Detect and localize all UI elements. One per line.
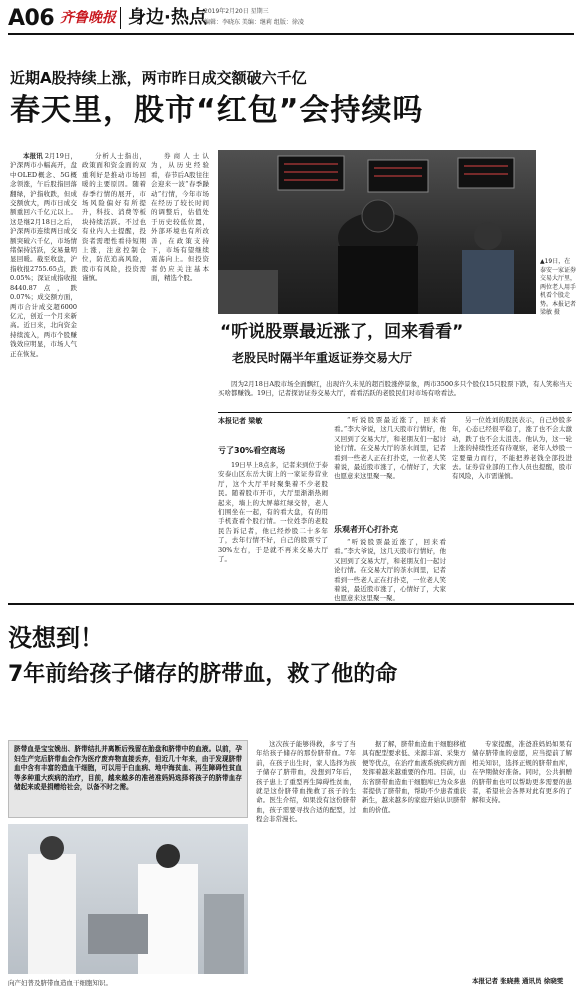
story1-column-3: 券商人士认为，从历史经验看，春节后A股往往会迎来一波“春季躁动”行情，今年市场在经历了较长时间的调整后，估值处于历史较低位置，外部环境也有所改善，在政策支持下，市场有望继续震荡向上。但投资者仍应关注基本面，精选个股。 bbox=[151, 152, 209, 283]
masthead-divider bbox=[120, 7, 121, 29]
hospital-illustration bbox=[8, 824, 248, 974]
story1-byline: 本报讯 bbox=[23, 152, 43, 160]
cord-blood-photo bbox=[8, 824, 248, 974]
photo1-caption: ▲19日，在泰安一家证券交易大厅里，两位老人用手机看个股走势。本报记者 梁敏 摄 bbox=[540, 258, 577, 316]
paper-logo: 齐鲁晚报 bbox=[60, 10, 116, 26]
story3-headline-line1: 没想到！ bbox=[8, 624, 104, 652]
story2-column-1: 本报记者 梁敏 亏了30%看空离场 19日早上8点多，记者来到位于泰安泰山区东岳大街上的一家证券营业厅，这个大厅平时聚集着不少老股民。随着股市开市，大厅里渐渐热闹起来，墙上的大屏幕红绿交替，老人们围坐在一起，有的看大盘，有的用手机查看个股行情。一位姓李的老股民告诉记者，他已经炒股二十多年了，去年行情不好，自己的股票亏了30%左右，于是就不再来交易大厅了。 bbox=[218, 417, 328, 564]
date-line: 2019年2月20日 星期三 bbox=[204, 8, 269, 15]
story3-column-3: 专家提醒，准爸准妈妈如果有储存脐带血的意愿，应当提前了解相关知识，选择正规的脐带血库，在孕期做好准备。同时，公共捐赠的脐带血也可以帮助更多需要的患者，希望社会各界对此有更多的了解和支持。 bbox=[472, 740, 572, 805]
stock-hall-photo bbox=[218, 150, 536, 314]
story3-column-2: 据了解，脐带血造血干细胞移植具有配型要求低、来源丰富、采集方便等优点，在治疗血液系统疾病方面发挥着越来越重要的作用。目前，山东省脐带血造血干细胞库已为众多患者提供了脐带血，帮助不少患者重获新生，越来越多的家庭开始认识脐带血的价值。 bbox=[362, 740, 466, 814]
story3-column-1: 这次孩子能够得救，多亏了当年给孩子储存的那份脐带血。7年前，在孩子出生时，家人选择为孩子储存了脐带血，没想到7年后，孩子患上了重型再生障碍性贫血，就是这份脐带血挽救了孩子的生命。医生介绍，如果没有这份脐带血，孩子需要寻找合适的配型，过程会非常漫长。 bbox=[256, 740, 356, 824]
story2-subhead: 老股民时隔半年重返证券交易大厅 bbox=[232, 351, 413, 365]
story2-intro: 因为2月18日A股市场全面飘红，出现许久未见的超百股涨停景象，两市3500多只个股仅15只股票下跌，有人笑称当天买啥都赚钱。19日，记者探访证券交易大厅，看看活跃的老股民们对市场有啥看法。 bbox=[218, 380, 572, 398]
photo2-caption: 向产妇普及脐带血造血干细胞知识。 bbox=[8, 979, 112, 987]
section-title: 身边·热点 bbox=[128, 7, 207, 28]
story2-column-3: 另一位姓刘的股民表示，自己炒股多年，心态已经很平稳了，涨了也不会太激动，跌了也不会太沮丧。他认为，这一轮上涨的持续性还有待观察，老年人炒股一定要量力而行，不能把养老钱全部投进去。证券营业部的工作人员也提醒，股市有风险，入市需谨慎。 bbox=[452, 416, 572, 481]
story3-headline-line2: 7年前给孩子储存的脐带血，救了他的命 bbox=[8, 662, 398, 687]
story2-headline: “听说股票最近涨了，回来看看” bbox=[220, 322, 464, 342]
editors-line: 编辑：李晓东 美编：继莉 组版：徐凌 bbox=[204, 19, 304, 26]
story2-rule bbox=[218, 412, 572, 413]
masthead bbox=[0, 0, 580, 42]
stock-hall-illustration bbox=[218, 150, 536, 314]
subhead-optimist: 乐观者开心打扑克 bbox=[334, 525, 398, 534]
story1-column-2: 分析人士指出，政策面和资金面的双重利好是推动市场回暖的主要原因。随着春季行情的展开，市场风险偏好有所提升，科技、消费等板块持续活跃。不过也有业内人士提醒，投资者需理性看待短期上涨，注意控制仓位，防范追高风险，股市有风险，投资需谨慎。 bbox=[82, 152, 146, 283]
story2-byline: 本报记者 梁敏 bbox=[218, 417, 263, 425]
story3-byline: 本报记者 张晓燕 通讯员 徐晓雯 bbox=[472, 977, 564, 985]
story3-summary-box: 脐带血是宝宝娩出、脐带结扎并离断后残留在胎盘和脐带中的血液。以前，孕妇生产完后脐带血会作为医疗废弃物直接丢弃，但近几十年来，由于发现脐带血中含有丰富的造血干细胞，可以用于白血病、地中海贫血、再生障碍性贫血等多种重大疾病的治疗，目前，越来越多的准爸准妈妈选择将孩子的脐带血存储起来或是捐赠给社会，以备不时之需。 bbox=[8, 740, 248, 818]
story1-column-1: 本报讯 2月19日，沪深两市小幅高开，盘中OLED概念、5G概念领涨，午后股指回落翻绿，沪指收跌，但成交额放大，两市日成交额重回六千亿元以上。这是继2月18日之后，沪深两市连续两日成交额突破六千亿，市场情绪保持活跃，交易量明显回暖。截至收盘，沪指收报2755.65点，跌0.05%；深证成指收报8440.87点，跌0.07%；成交额方面，两市合计成交超6000亿元，创近一个月来新高。近日来，北向资金持续流入，两市个股赚钱效应明显，市场人气正在恢复。 bbox=[10, 152, 77, 358]
subhead-loss: 亏了30%看空离场 bbox=[218, 446, 286, 455]
section-divider bbox=[8, 603, 574, 605]
page-number: A06 bbox=[8, 6, 55, 31]
story1-headline: 春天里，股市“红包”会持续吗 bbox=[10, 93, 424, 128]
story1-kicker: 近期A股持续上涨，两市昨日成交额破六千亿 bbox=[10, 69, 307, 87]
masthead-rule bbox=[8, 33, 574, 35]
story2-column-2: “听说股票最近涨了，回来看看。”李大爷说，这几天股市行情好，他又回到了交易大厅，和老朋友们一起讨论行情。在交易大厅的茶水间里，记者看到一些老人正在打扑克，一位老人笑着说，最近股市涨了，心情好了，大家也愿意来这里聚一聚。 乐观者开心打扑克 “听说股票最近涨了，回来看看。”李大爷说，这几天股市行情好，他又回到了交易大厅，和老朋友们一起讨论行情。在交易大厅的茶水间里，记者看到一些老人正在打扑克，一位老人笑着说，最近股市涨了，心情好了，大家也愿意来这里聚一聚。 bbox=[334, 416, 446, 603]
